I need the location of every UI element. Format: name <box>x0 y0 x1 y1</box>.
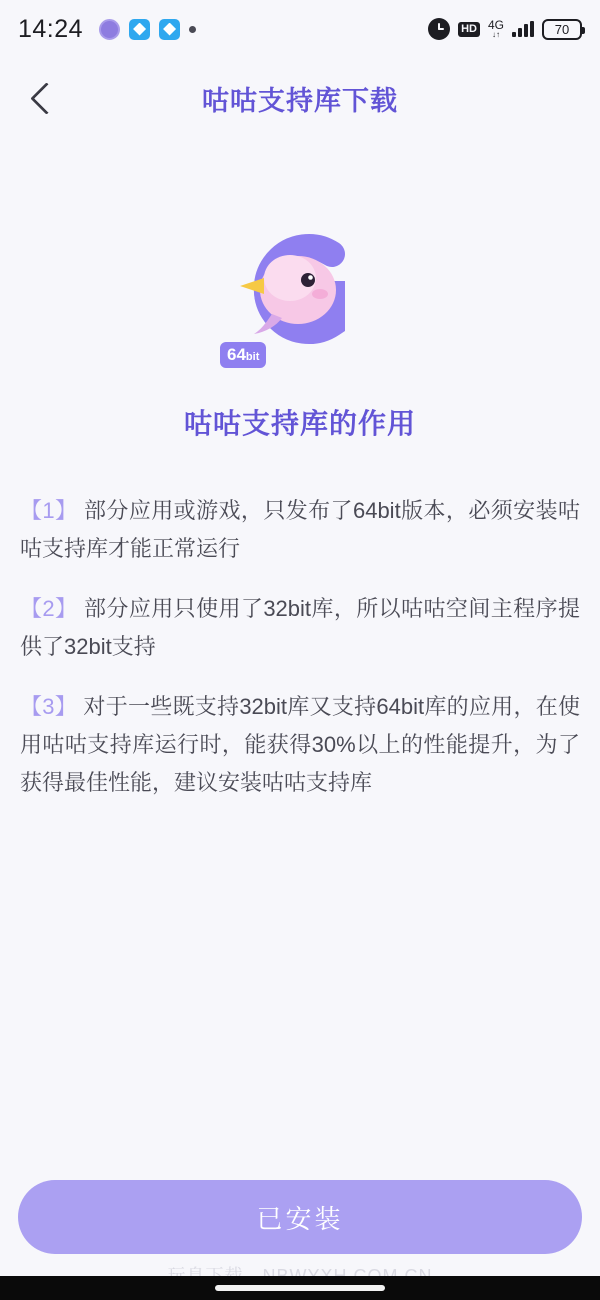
blue-diamond-icon-2 <box>159 19 180 40</box>
item-text-2: 部分应用只使用了32bit库，所以咕咕空间主程序提供了32bit支持 <box>20 596 580 659</box>
network-4g-icon <box>488 19 504 39</box>
status-bar <box>0 0 600 58</box>
description-item-1 <box>20 492 580 568</box>
back-button[interactable] <box>14 66 78 130</box>
signal-icon <box>512 21 534 37</box>
dot-icon <box>189 26 196 33</box>
install-button[interactable]: 已安装 <box>18 1180 582 1254</box>
section-title: 咕咕支持库的作用 <box>183 408 416 439</box>
badge-64-number: 64 <box>227 345 246 364</box>
description-item-3 <box>20 688 580 802</box>
back-chevron-icon <box>30 82 63 115</box>
battery-icon <box>542 19 582 40</box>
item-index-2: 【2】 <box>20 596 78 621</box>
home-indicator[interactable] <box>0 1276 600 1300</box>
blue-diamond-icon <box>129 19 150 40</box>
status-system-icons <box>428 18 582 40</box>
purple-circle-icon <box>99 19 120 40</box>
alarm-clock-icon <box>428 18 450 40</box>
network-label: 4G <box>487 18 504 32</box>
badge-64bit <box>220 342 266 368</box>
description-list <box>0 492 600 802</box>
gugu-bird-logo <box>220 218 380 368</box>
badge-bit-label: bit <box>245 351 260 363</box>
hero-logo-area <box>0 218 600 368</box>
item-text-1: 部分应用或游戏，只发布了64bit版本，必须安装咕咕支持库才能正常运行 <box>20 498 580 561</box>
item-text-3: 对于一些既支持32bit库又支持64bit库的应用，在使用咕咕支持库运行时，能获得30%以上的性能提升，为了获得最佳性能，建议安装咕咕支持库 <box>20 694 580 795</box>
hd-icon: HD <box>458 22 480 37</box>
status-notification-icons <box>99 19 196 40</box>
status-time: 14:24 <box>18 14 84 43</box>
item-index-1: 【1】 <box>20 498 78 523</box>
battery-level: 70 <box>554 21 570 37</box>
page-title: 咕咕支持库下载 <box>202 85 398 116</box>
network-sub: ↓↑ <box>491 30 500 39</box>
item-index-3: 【3】 <box>20 694 78 719</box>
nav-bar <box>0 58 600 138</box>
bottom-action-area <box>0 1180 600 1254</box>
description-item-2 <box>20 590 580 666</box>
